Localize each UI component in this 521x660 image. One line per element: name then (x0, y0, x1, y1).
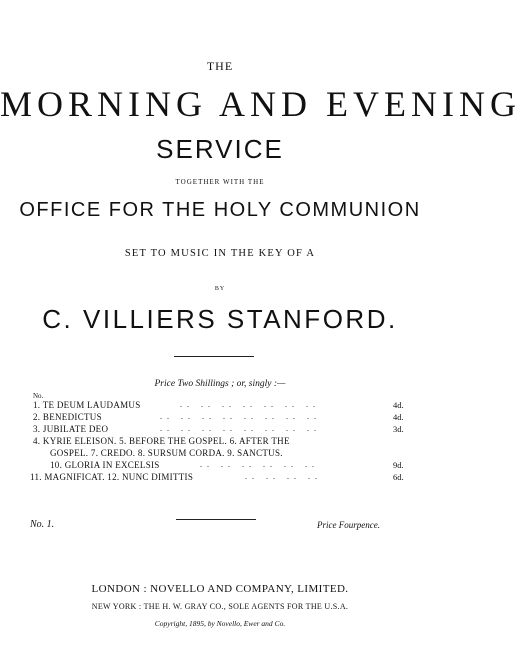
agent-line: NEW YORK : THE H. W. GRAY CO., SOLE AGENTS FOR THE U.S.A. (91, 602, 349, 611)
number-column-label: No. (33, 392, 44, 400)
title-the: THE (206, 59, 234, 73)
divider-rule (176, 519, 256, 520)
together-with-text: TOGETHER WITH THE (175, 178, 265, 186)
issue-number: No. 1. (30, 519, 55, 530)
contents-line: 4. KYRIE ELEISON. 5. BEFORE THE GOSPEL. 6. AFTER THE (33, 436, 290, 446)
by-label: BY (214, 286, 226, 292)
price-line: Price Two Shillings ; or, singly :— (154, 379, 286, 389)
contents-line: 11. MAGNIFICAT. 12. NUNC DIMITTIS (30, 472, 194, 482)
leader-dots: .. .. .. .. .. .. .. (180, 400, 320, 409)
publisher-line: LONDON : NOVELLO AND COMPANY, LIMITED. (91, 583, 349, 595)
item-price: 3d. (393, 424, 404, 434)
item-price: 9d. (393, 460, 404, 470)
key-line: SET TO MUSIC IN THE KEY OF A (124, 248, 316, 259)
copyright-line: Copyright, 1895, by Novello, Ewer and Co. (154, 619, 286, 628)
issue-price: Price Fourpence. (317, 520, 380, 530)
leader-dots: .. .. .. .. .. .. .. .. (160, 424, 321, 433)
item-price: 4d. (393, 400, 404, 410)
leader-dots: .. .. .. .. .. .. .. .. (160, 412, 321, 421)
leader-dots: .. .. .. .. (245, 472, 322, 481)
title-service: SERVICE (156, 134, 284, 164)
office-title: OFFICE FOR THE HOLY COMMUNION (19, 199, 421, 221)
leader-dots: .. .. .. .. .. .. (200, 460, 319, 469)
main-title: MORNING AND EVENING (0, 84, 521, 124)
contents-line: GOSPEL. 7. CREDO. 8. SURSUM CORDA. 9. SANCTUS. (50, 448, 283, 458)
divider-rule (174, 356, 254, 357)
composer-name: C. VILLIERS STANFORD. (42, 304, 398, 334)
contents-line: 2. BENEDICTUS (33, 412, 102, 422)
item-price: 4d. (393, 412, 404, 422)
item-price: 6d. (393, 472, 404, 482)
contents-line: 10. GLORIA IN EXCELSIS (50, 460, 160, 470)
contents-line: 3. JUBILATE DEO (33, 424, 109, 434)
contents-line: 1. TE DEUM LAUDAMUS (33, 400, 141, 410)
